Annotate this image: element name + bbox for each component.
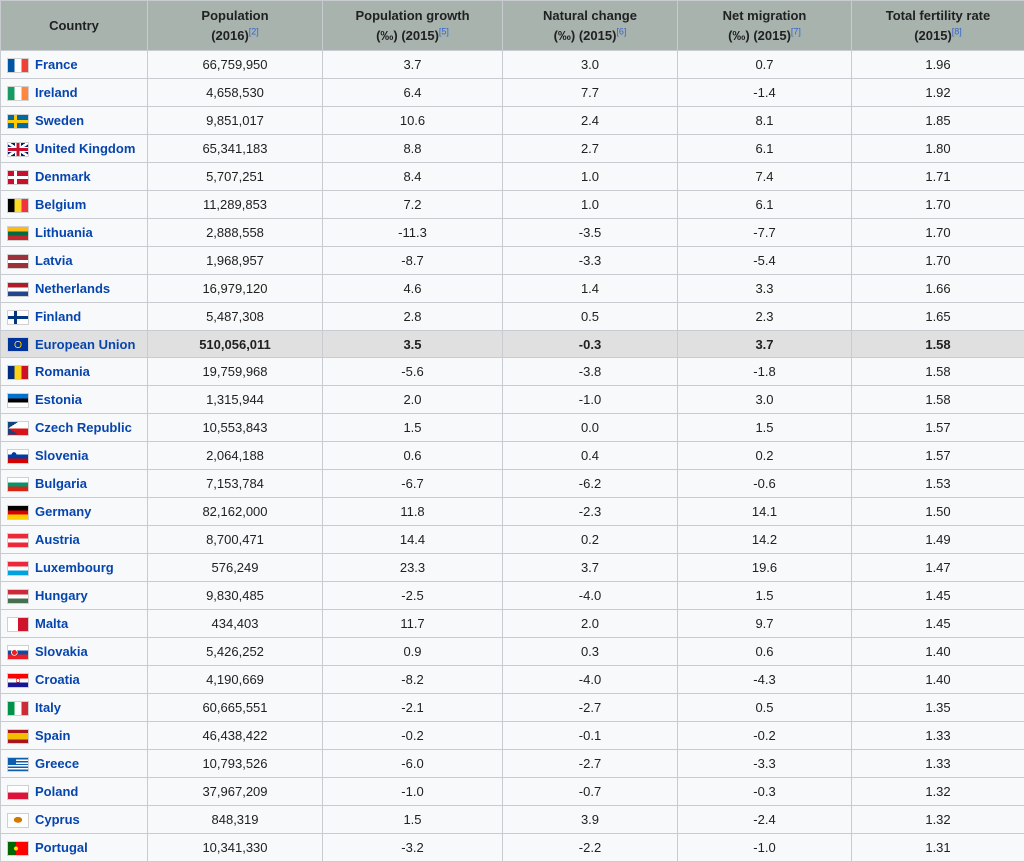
cell-net-migration: 3.3: [678, 275, 852, 303]
flag-icon: [7, 729, 29, 744]
flag-icon: [7, 757, 29, 772]
cell-population-growth: -2.1: [323, 694, 503, 722]
cell-population-growth: 0.9: [323, 638, 503, 666]
cell-population: 1,315,944: [148, 386, 323, 414]
cell-net-migration: -3.3: [678, 750, 852, 778]
country-link[interactable]: United Kingdom: [35, 142, 135, 157]
table-row: [1, 331, 1024, 358]
cell-natural-change: -3.8: [503, 358, 678, 386]
cell-fertility-rate: 1.92: [852, 79, 1024, 107]
cell-fertility-rate: 1.53: [852, 470, 1024, 498]
cell-fertility-rate: 1.96: [852, 51, 1024, 79]
cell-fertility-rate: 1.70: [852, 219, 1024, 247]
flag-icon: [7, 561, 29, 576]
country-link[interactable]: Italy: [35, 701, 61, 716]
header-fertility-rate[interactable]: Total fertility rate (2015)[8]: [852, 1, 1024, 51]
cell-population-growth: 11.8: [323, 498, 503, 526]
cell-fertility-rate: 1.71: [852, 163, 1024, 191]
cell-population-growth: 23.3: [323, 554, 503, 582]
country-link[interactable]: Estonia: [35, 393, 82, 408]
country-link[interactable]: Latvia: [35, 254, 73, 269]
flag-icon: [7, 170, 29, 185]
country-link[interactable]: Luxembourg: [35, 561, 114, 576]
cell-country: [1, 610, 148, 638]
cell-natural-change: -0.3: [503, 331, 678, 358]
cell-population: 2,888,558: [148, 219, 323, 247]
cell-population-growth: 0.6: [323, 442, 503, 470]
cell-country: [1, 694, 148, 722]
cell-population: 4,190,669: [148, 666, 323, 694]
cell-natural-change: -2.7: [503, 694, 678, 722]
flag-icon: [7, 365, 29, 380]
cell-country: [1, 414, 148, 442]
cell-population: 10,341,330: [148, 834, 323, 862]
country-link[interactable]: Malta: [35, 617, 68, 632]
cell-net-migration: 8.1: [678, 107, 852, 135]
flag-icon: [7, 533, 29, 548]
cell-fertility-rate: 1.85: [852, 107, 1024, 135]
cell-fertility-rate: 1.45: [852, 610, 1024, 638]
cell-fertility-rate: 1.40: [852, 638, 1024, 666]
cell-population: 82,162,000: [148, 498, 323, 526]
flag-icon: [7, 226, 29, 241]
country-link[interactable]: Belgium: [35, 198, 86, 213]
cell-fertility-rate: 1.58: [852, 331, 1024, 358]
ref-link[interactable]: [8]: [952, 26, 962, 36]
table-row: [1, 414, 1024, 442]
cell-population-growth: -11.3: [323, 219, 503, 247]
cell-population: 5,707,251: [148, 163, 323, 191]
header-row: [1, 1, 1024, 51]
flag-icon: [7, 310, 29, 325]
cell-population-growth: 1.5: [323, 414, 503, 442]
cell-population-growth: 1.5: [323, 806, 503, 834]
cell-country: [1, 107, 148, 135]
cell-population-growth: 3.7: [323, 51, 503, 79]
table-row: [1, 247, 1024, 275]
cell-net-migration: -4.3: [678, 666, 852, 694]
cell-net-migration: 9.7: [678, 610, 852, 638]
table-row: [1, 386, 1024, 414]
cell-population: 434,403: [148, 610, 323, 638]
table-row: [1, 275, 1024, 303]
cell-net-migration: -0.3: [678, 778, 852, 806]
table-row: [1, 303, 1024, 331]
cell-population-growth: 14.4: [323, 526, 503, 554]
country-link[interactable]: European Union: [35, 337, 135, 352]
cell-population: 576,249: [148, 554, 323, 582]
cell-population-growth: 11.7: [323, 610, 503, 638]
cell-population: 7,153,784: [148, 470, 323, 498]
table-row: [1, 722, 1024, 750]
cell-natural-change: 1.4: [503, 275, 678, 303]
cell-population-growth: 2.0: [323, 386, 503, 414]
cell-natural-change: -2.7: [503, 750, 678, 778]
cell-natural-change: 3.9: [503, 806, 678, 834]
cell-fertility-rate: 1.47: [852, 554, 1024, 582]
table-row: [1, 554, 1024, 582]
cell-fertility-rate: 1.50: [852, 498, 1024, 526]
table-row: [1, 806, 1024, 834]
country-link[interactable]: Hungary: [35, 589, 88, 604]
cell-net-migration: 7.4: [678, 163, 852, 191]
cell-fertility-rate: 1.65: [852, 303, 1024, 331]
cell-natural-change: -2.3: [503, 498, 678, 526]
table-row: [1, 470, 1024, 498]
flag-icon: [7, 337, 29, 352]
cell-population-growth: 8.4: [323, 163, 503, 191]
cell-population-growth: -8.2: [323, 666, 503, 694]
cell-natural-change: -0.1: [503, 722, 678, 750]
flag-icon: [7, 254, 29, 269]
table-row: [1, 107, 1024, 135]
ref-link[interactable]: [5]: [439, 26, 449, 36]
cell-population-growth: 10.6: [323, 107, 503, 135]
flag-icon: [7, 86, 29, 101]
country-link[interactable]: Poland: [35, 785, 78, 800]
cell-natural-change: 1.0: [503, 191, 678, 219]
cell-population-growth: 8.8: [323, 135, 503, 163]
cell-net-migration: 6.1: [678, 191, 852, 219]
cell-net-migration: 14.1: [678, 498, 852, 526]
flag-icon: [7, 449, 29, 464]
cell-natural-change: -3.3: [503, 247, 678, 275]
cell-population: 37,967,209: [148, 778, 323, 806]
cell-population-growth: -6.7: [323, 470, 503, 498]
flag-icon: [7, 421, 29, 436]
ref-link[interactable]: [6]: [616, 26, 626, 36]
cell-natural-change: 2.0: [503, 610, 678, 638]
cell-net-migration: 1.5: [678, 414, 852, 442]
cell-country: [1, 135, 148, 163]
flag-icon: [7, 701, 29, 716]
cell-population: 9,830,485: [148, 582, 323, 610]
cell-population-growth: -6.0: [323, 750, 503, 778]
flag-icon: [7, 673, 29, 688]
cell-net-migration: -0.2: [678, 722, 852, 750]
cell-fertility-rate: 1.32: [852, 778, 1024, 806]
cell-natural-change: 1.0: [503, 163, 678, 191]
cell-fertility-rate: 1.33: [852, 750, 1024, 778]
flag-icon: [7, 841, 29, 856]
cell-population: 8,700,471: [148, 526, 323, 554]
cell-country: [1, 79, 148, 107]
cell-population: 10,793,526: [148, 750, 323, 778]
country-link[interactable]: France: [35, 58, 78, 73]
cell-natural-change: -1.0: [503, 386, 678, 414]
cell-natural-change: -3.5: [503, 219, 678, 247]
cell-natural-change: 0.4: [503, 442, 678, 470]
cell-net-migration: -1.0: [678, 834, 852, 862]
cell-population: 1,968,957: [148, 247, 323, 275]
header-population-growth[interactable]: Population growth (‰) (2015)[5]: [323, 1, 503, 51]
cell-fertility-rate: 1.35: [852, 694, 1024, 722]
cell-population-growth: 6.4: [323, 79, 503, 107]
cell-net-migration: 3.7: [678, 331, 852, 358]
country-link[interactable]: Germany: [35, 505, 91, 520]
table-row: [1, 778, 1024, 806]
flag-icon: [7, 589, 29, 604]
cell-fertility-rate: 1.58: [852, 386, 1024, 414]
cell-natural-change: -6.2: [503, 470, 678, 498]
country-link[interactable]: Netherlands: [35, 282, 110, 297]
flag-icon: [7, 477, 29, 492]
cell-natural-change: -2.2: [503, 834, 678, 862]
cell-country: [1, 722, 148, 750]
cell-population-growth: -1.0: [323, 778, 503, 806]
cell-natural-change: -4.0: [503, 582, 678, 610]
cell-population-growth: -0.2: [323, 722, 503, 750]
country-link[interactable]: Croatia: [35, 673, 80, 688]
table-row: [1, 51, 1024, 79]
cell-country: [1, 303, 148, 331]
cell-net-migration: -1.8: [678, 358, 852, 386]
cell-country: [1, 750, 148, 778]
cell-country: [1, 191, 148, 219]
flag-icon: [7, 114, 29, 129]
cell-natural-change: -0.7: [503, 778, 678, 806]
cell-population-growth: 7.2: [323, 191, 503, 219]
cell-country: [1, 806, 148, 834]
country-link[interactable]: Finland: [35, 310, 81, 325]
cell-net-migration: -2.4: [678, 806, 852, 834]
country-link[interactable]: Slovenia: [35, 449, 88, 464]
flag-icon: [7, 505, 29, 520]
cell-fertility-rate: 1.66: [852, 275, 1024, 303]
table-row: [1, 750, 1024, 778]
table-row: [1, 191, 1024, 219]
cell-natural-change: 2.7: [503, 135, 678, 163]
cell-country: [1, 526, 148, 554]
cell-fertility-rate: 1.32: [852, 806, 1024, 834]
cell-population: 65,341,183: [148, 135, 323, 163]
country-link[interactable]: Lithuania: [35, 226, 93, 241]
cell-country: [1, 582, 148, 610]
cell-fertility-rate: 1.80: [852, 135, 1024, 163]
flag-icon: [7, 617, 29, 632]
cell-natural-change: -4.0: [503, 666, 678, 694]
cell-net-migration: -1.4: [678, 79, 852, 107]
table-row: [1, 834, 1024, 862]
flag-icon: [7, 393, 29, 408]
cell-country: [1, 275, 148, 303]
cell-net-migration: 19.6: [678, 554, 852, 582]
cell-fertility-rate: 1.58: [852, 358, 1024, 386]
cell-net-migration: 0.7: [678, 51, 852, 79]
country-link[interactable]: Bulgaria: [35, 477, 87, 492]
table-row: [1, 442, 1024, 470]
cell-population: 4,658,530: [148, 79, 323, 107]
table-row: [1, 666, 1024, 694]
country-link[interactable]: Czech Republic: [35, 421, 132, 436]
cell-population-growth: 4.6: [323, 275, 503, 303]
cell-population: 5,487,308: [148, 303, 323, 331]
cell-natural-change: 7.7: [503, 79, 678, 107]
country-link[interactable]: Ireland: [35, 86, 78, 101]
cell-population: 66,759,950: [148, 51, 323, 79]
cell-country: [1, 247, 148, 275]
table-row: [1, 610, 1024, 638]
cell-fertility-rate: 1.57: [852, 414, 1024, 442]
cell-fertility-rate: 1.70: [852, 247, 1024, 275]
cell-natural-change: 0.5: [503, 303, 678, 331]
cell-country: [1, 386, 148, 414]
cell-country: [1, 470, 148, 498]
cell-population: 19,759,968: [148, 358, 323, 386]
cell-natural-change: 3.0: [503, 51, 678, 79]
table-row: [1, 582, 1024, 610]
country-link[interactable]: Greece: [35, 757, 79, 772]
cell-country: [1, 442, 148, 470]
flag-icon: [7, 645, 29, 660]
cell-net-migration: -5.4: [678, 247, 852, 275]
cell-country: [1, 331, 148, 358]
cell-fertility-rate: 1.49: [852, 526, 1024, 554]
cell-population: 46,438,422: [148, 722, 323, 750]
country-link[interactable]: Portugal: [35, 841, 88, 856]
cell-population: 9,851,017: [148, 107, 323, 135]
cell-net-migration: 1.5: [678, 582, 852, 610]
cell-country: [1, 638, 148, 666]
header-natural-change[interactable]: Natural change (‰) (2015)[6]: [503, 1, 678, 51]
table-row: [1, 526, 1024, 554]
cell-country: [1, 51, 148, 79]
table-row: [1, 163, 1024, 191]
cell-population: 510,056,011: [148, 331, 323, 358]
cell-population-growth: -5.6: [323, 358, 503, 386]
table-row: [1, 358, 1024, 386]
cell-population: 848,319: [148, 806, 323, 834]
cell-net-migration: 14.2: [678, 526, 852, 554]
cell-net-migration: 6.1: [678, 135, 852, 163]
table-row: [1, 79, 1024, 107]
cell-net-migration: 0.2: [678, 442, 852, 470]
cell-population: 5,426,252: [148, 638, 323, 666]
cell-net-migration: -0.6: [678, 470, 852, 498]
cell-natural-change: 2.4: [503, 107, 678, 135]
flag-icon: [7, 785, 29, 800]
cell-population: 2,064,188: [148, 442, 323, 470]
cell-country: [1, 358, 148, 386]
flag-icon: [7, 282, 29, 297]
cell-population-growth: -3.2: [323, 834, 503, 862]
cell-population: 60,665,551: [148, 694, 323, 722]
cell-country: [1, 498, 148, 526]
cell-fertility-rate: 1.45: [852, 582, 1024, 610]
header-net-migration[interactable]: Net migration (‰) (2015)[7]: [678, 1, 852, 51]
header-country[interactable]: Country: [1, 1, 148, 51]
cell-population: 11,289,853: [148, 191, 323, 219]
cell-net-migration: 0.5: [678, 694, 852, 722]
country-link[interactable]: Slovakia: [35, 645, 88, 660]
cell-fertility-rate: 1.33: [852, 722, 1024, 750]
cell-natural-change: 3.7: [503, 554, 678, 582]
table-row: [1, 219, 1024, 247]
cell-net-migration: 2.3: [678, 303, 852, 331]
header-population[interactable]: Population (2016)[2]: [148, 1, 323, 51]
cell-country: [1, 163, 148, 191]
country-link[interactable]: Spain: [35, 729, 70, 744]
cell-population-growth: 3.5: [323, 331, 503, 358]
cell-net-migration: 3.0: [678, 386, 852, 414]
ref-link[interactable]: [2]: [249, 26, 259, 36]
cell-fertility-rate: 1.57: [852, 442, 1024, 470]
cell-population-growth: -8.7: [323, 247, 503, 275]
country-link[interactable]: Denmark: [35, 170, 91, 185]
cell-natural-change: 0.3: [503, 638, 678, 666]
cell-country: [1, 834, 148, 862]
cell-net-migration: -7.7: [678, 219, 852, 247]
cell-population-growth: -2.5: [323, 582, 503, 610]
cell-population-growth: 2.8: [323, 303, 503, 331]
cell-country: [1, 666, 148, 694]
flag-icon: [7, 58, 29, 73]
cell-country: [1, 554, 148, 582]
cell-fertility-rate: 1.70: [852, 191, 1024, 219]
table-row: [1, 135, 1024, 163]
table-row: [1, 498, 1024, 526]
cell-fertility-rate: 1.40: [852, 666, 1024, 694]
table-row: [1, 694, 1024, 722]
cell-population: 16,979,120: [148, 275, 323, 303]
cell-fertility-rate: 1.31: [852, 834, 1024, 862]
ref-link[interactable]: [7]: [791, 26, 801, 36]
flag-icon: [7, 198, 29, 213]
country-link[interactable]: Cyprus: [35, 813, 80, 828]
cell-country: [1, 778, 148, 806]
cell-population: 10,553,843: [148, 414, 323, 442]
cell-natural-change: 0.2: [503, 526, 678, 554]
table-row: [1, 638, 1024, 666]
country-link[interactable]: Romania: [35, 365, 90, 380]
cell-natural-change: 0.0: [503, 414, 678, 442]
country-link[interactable]: Austria: [35, 533, 80, 548]
cell-country: [1, 219, 148, 247]
country-link[interactable]: Sweden: [35, 114, 84, 129]
flag-icon: [7, 142, 29, 157]
flag-icon: [7, 813, 29, 828]
cell-net-migration: 0.6: [678, 638, 852, 666]
